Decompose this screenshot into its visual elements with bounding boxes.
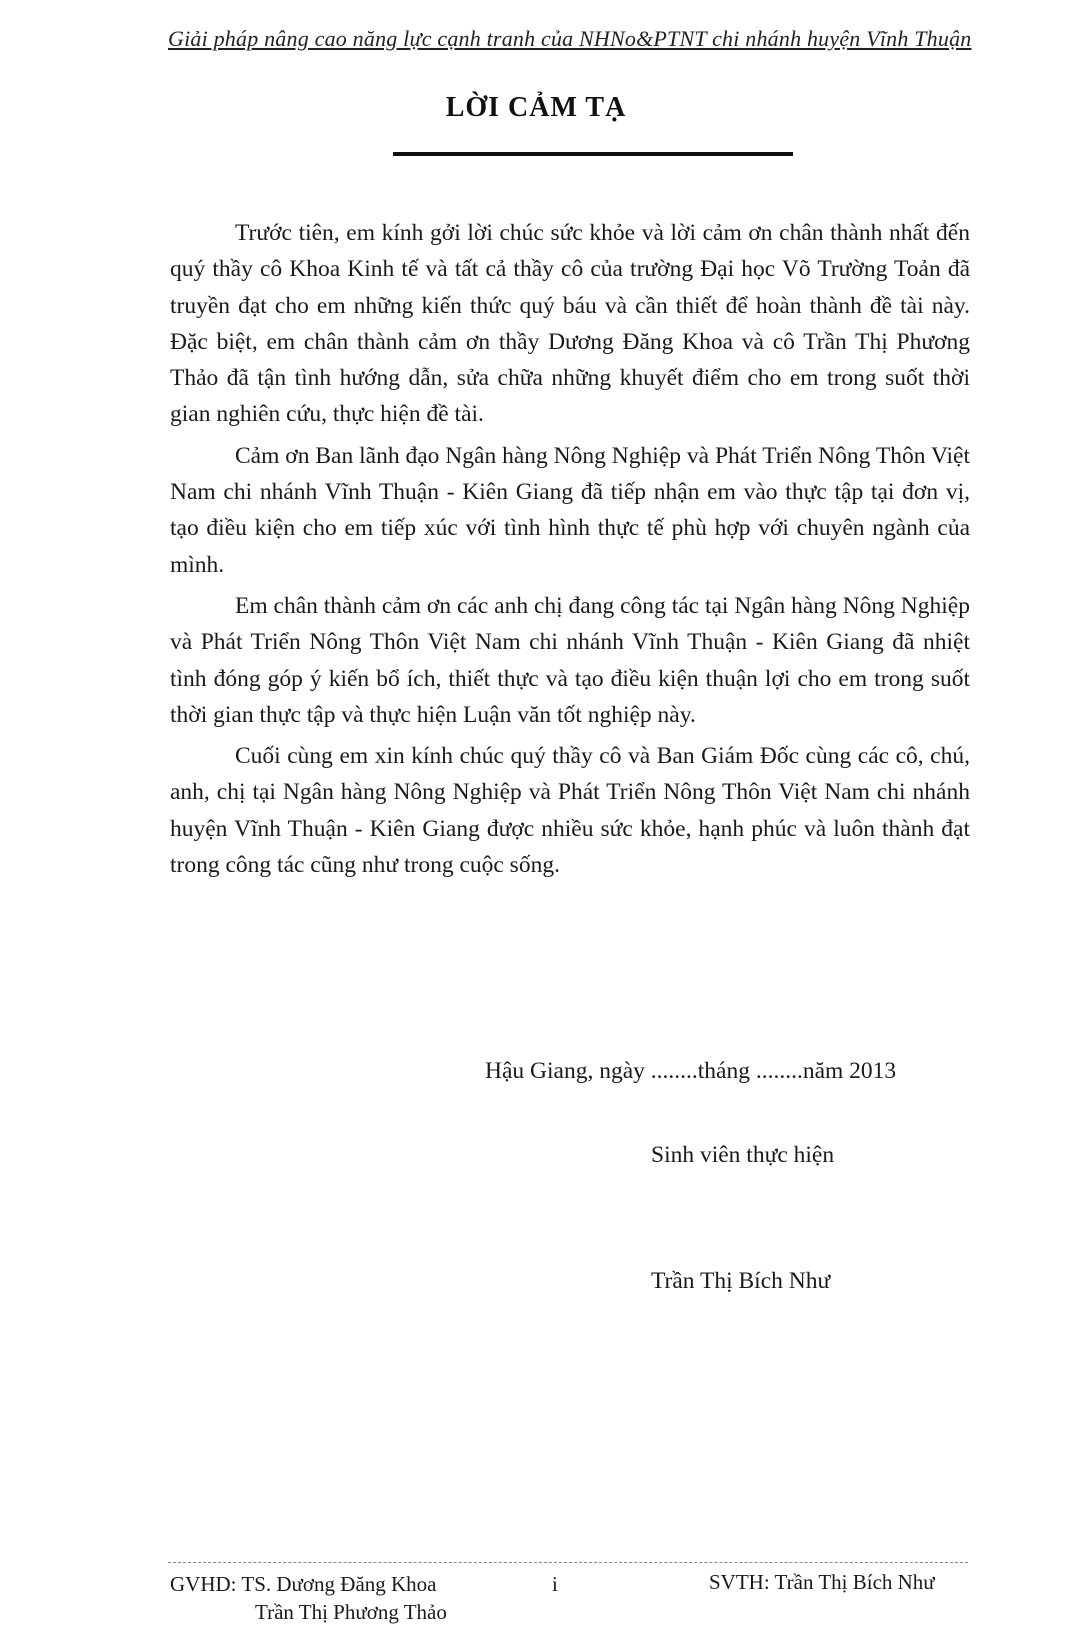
- page-title: LỜI CẢM TẠ: [445, 92, 627, 123]
- footer-advisors: [170, 1570, 447, 1626]
- footer-divider: [168, 1562, 968, 1563]
- paragraph-1: Trước tiên, em kính gởi lời chúc sức khỏe và lời cảm ơn chân thành nhất đến quý thầy cô Khoa Kinh tế và tất cả thầy cô của trường Đại học Võ Trường Toản đã truyền đạt cho em những kiến thức quý báu và cần thiết để hoàn thành đề tài này. Đặc biệt, em chân thành cảm ơn thầy Dương Đăng Khoa và cô Trần Thị Phương Thảo đã tận tình hướng dẫn, sửa chữa những khuyết điểm cho em trong suốt thời gian nghiên cứu, thực hiện đề tài.: [170, 220, 970, 428]
- paragraph-2: Cảm ơn Ban lãnh đạo Ngân hàng Nông Nghiệp và Phát Triển Nông Thôn Việt Nam chi nhánh Vĩnh Thuận - Kiên Giang đã tiếp nhận em vào thực tập tại đơn vị, tạo điều kiện cho em tiếp xúc với tình hình thực tế phù hợp với chuyên ngành của mình.: [170, 442, 970, 578]
- acknowledgement-body: [170, 215, 970, 888]
- signer-role: Sinh viên thực hiện: [651, 1142, 835, 1168]
- page-number: i: [552, 1572, 558, 1596]
- footer-student: SVTH: Trần Thị Bích Như: [709, 1570, 935, 1594]
- advisor-line-1: GVHD: TS. Dương Đăng Khoa: [170, 1572, 437, 1596]
- paragraph-3: Em chân thành cảm ơn các anh chị đang công tác tại Ngân hàng Nông Nghiệp và Phát Triển Nông Thôn Việt Nam chi nhánh Vĩnh Thuận - Kiên Giang đã nhiệt tình đóng góp ý kiến bổ ích, thiết thực và tạo điều kiện thuận lợi cho em trong suốt thời gian thực tập và thực hiện Luận văn tốt nghiệp này.: [170, 592, 970, 728]
- paragraph-4: Cuối cùng em xin kính chúc quý thầy cô và Ban Giám Đốc cùng các cô, chú, anh, chị tại Ngân hàng Nông Nghiệp và Phát Triển Nông Thôn Việt Nam chi nhánh huyện Vĩnh Thuận - Kiên Giang được nhiều sức khỏe, hạnh phúc và luôn thành đạt trong công tác cũng như trong cuộc sống.: [170, 743, 970, 879]
- date-line: Hậu Giang, ngày ........tháng ........năm 2013: [485, 1058, 897, 1084]
- title-underline-rule: [393, 152, 793, 156]
- advisor-line-2: Trần Thị Phương Thảo: [255, 1600, 447, 1624]
- running-header: Giải pháp nâng cao năng lực cạnh tranh của NHNo&PTNT chi nhánh huyện Vĩnh Thuận: [168, 26, 972, 51]
- signer-name: Trần Thị Bích Như: [651, 1268, 831, 1294]
